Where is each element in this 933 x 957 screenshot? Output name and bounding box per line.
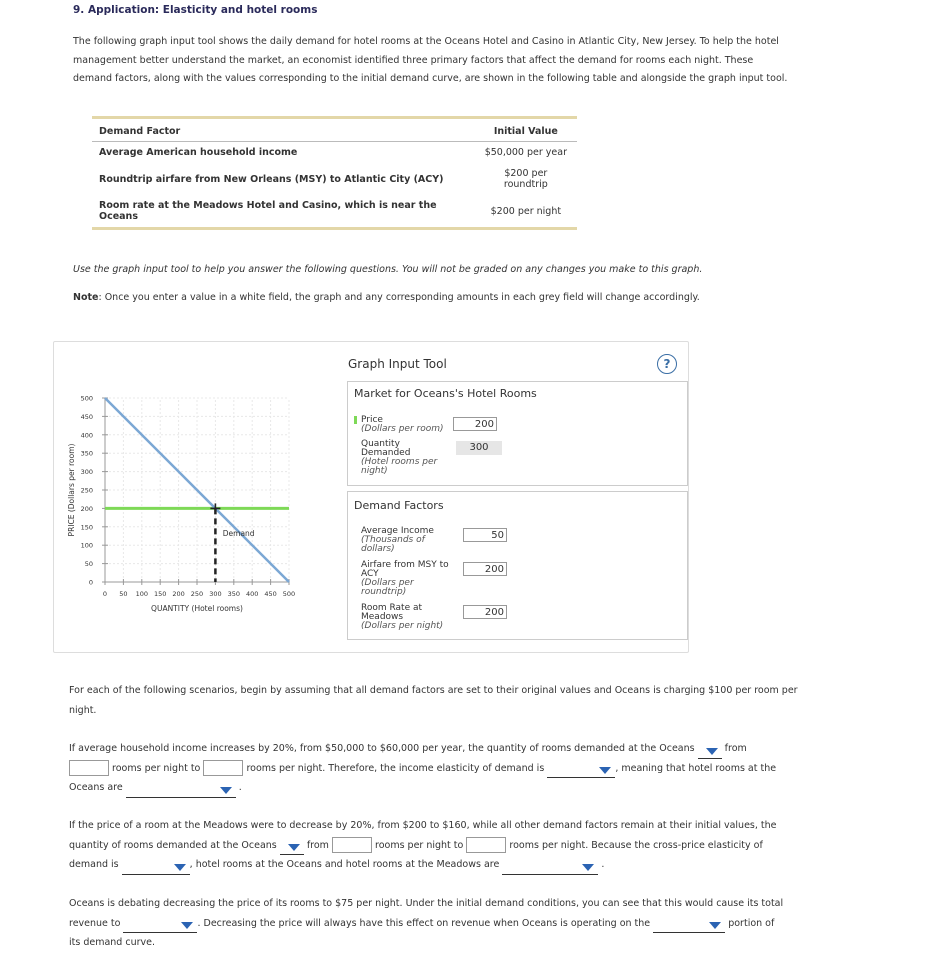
price-legend-swatch [354,416,357,424]
price-label-text: Price [361,415,383,425]
x-tick-label: 450 [264,590,277,598]
quantity-output: 300 [456,441,502,455]
chevron-down-icon [709,922,721,929]
x-tick-label: 150 [153,590,167,598]
x-tick-label: 250 [190,590,204,598]
q1-to-input[interactable] [203,760,243,776]
q2-relationship-dropdown[interactable] [502,861,598,875]
note-text [73,292,700,303]
airfare-label-line1: Airfare from MSY to [361,560,449,570]
x-tick-label: 350 [227,590,241,598]
price-input[interactable]: 200 [453,417,497,431]
q2-text: If the price of a room at the Meadows were to decrease by 20%, from $200 to $160, while all other demand factors remain at their initial values, the [69,820,777,831]
q1-text: , meaning that hotel rooms at the [615,762,777,774]
airfare-label [361,561,449,597]
income-unit-line2: dollars) [361,544,395,554]
y-tick-label: 150 [80,523,93,532]
q3-text: portion of [728,917,775,929]
table-row [92,163,577,195]
price-label [361,416,444,434]
table-cell: $50,000 per year [484,147,567,158]
x-axis-label: QUANTITY (Hotel rooms) [151,604,243,613]
airfare-label-line2: ACY [361,569,379,579]
table-cell: Roundtrip airfare from New Orleans (MSY) to Atlantic City (ACY) [99,173,444,185]
income-label [361,527,434,554]
q2-text: , hotel rooms at the Oceans and hotel rooms at the Meadows are [189,859,500,870]
table-cell: $200 per night [490,205,562,217]
q1-elasticity-dropdown[interactable] [547,764,615,778]
y-tick-label: 100 [80,541,93,550]
market-panel-title: Market for Oceans's Hotel Rooms [354,387,537,400]
note-body: : Once you enter a value in a white field, the graph and any corresponding amounts in each grey field will change accordingly. [98,292,700,303]
quantity-unit-line1: (Hotel rooms per [361,457,438,467]
q3-revenue-dropdown[interactable] [123,919,197,933]
q2-elasticity-dropdown[interactable] [122,861,190,875]
y-tick-label: 300 [80,468,93,477]
demand-factors-title: Demand Factors [354,499,444,512]
y-tick-label: 350 [80,449,93,458]
y-tick-label: 450 [80,412,93,421]
question-3 [69,894,809,953]
q1-from-input[interactable] [69,760,109,776]
q2-text: demand is [69,859,119,870]
price-unit: (Dollars per room) [361,424,444,434]
q2-from-input[interactable] [332,837,372,853]
demand-curve-label: Demand [222,529,255,538]
y-axis-label: PRICE (Dollars per room) [67,443,76,537]
y-tick-label: 400 [80,431,93,440]
question-2 [69,816,809,875]
table-row [92,142,577,164]
airfare-input[interactable]: 200 [463,562,507,576]
graph-tool-title: Graph Input Tool [348,357,447,371]
q1-text: from [724,743,747,754]
x-tick-label: 50 [119,590,128,598]
q2-text: . [601,859,605,870]
chevron-down-icon [220,787,232,794]
income-input[interactable]: 50 [463,528,507,542]
quantity-label-line2: Demanded [361,448,411,458]
q1-text: rooms per night to [112,762,201,774]
airfare-unit-line2: roundtrip) [361,587,407,597]
note-label: Note [73,292,99,303]
q2-text: quantity of rooms demanded at the Oceans [69,839,277,851]
q3-text: Oceans is debating decreasing the price of its rooms to $75 per night. Under the initial demand conditions, you can see that this would cause its total [69,898,784,909]
income-unit-line1: (Thousands of [361,535,425,545]
meadows-label-line2: Meadows [361,612,404,622]
table-header-factor: Demand Factor [92,118,475,142]
chevron-down-icon [174,864,186,871]
q1-text: . [238,782,242,793]
y-tick-label: 50 [84,560,93,569]
q3-text: its demand curve. [69,937,155,948]
table-cell: $200 per roundtrip [503,168,548,190]
q1-text: Oceans are [69,782,123,793]
y-tick-label: 500 [80,394,93,403]
table-row [92,195,577,229]
chevron-down-icon [599,767,611,774]
y-tick-label: 200 [80,504,93,513]
scenario-intro: For each of the following scenarios, begin by assuming that all demand factors are set to their original values and Oceans is charging $100 per room per night. [69,685,798,716]
table-header-value: Initial Value [475,118,577,142]
chevron-down-icon [288,844,300,851]
q3-portion-dropdown[interactable] [653,919,725,933]
q1-direction-dropdown[interactable] [698,745,722,759]
q2-text: rooms per night to [375,839,464,851]
income-label-text: Average Income [361,526,434,536]
chevron-down-icon [181,922,193,929]
table-cell: Room rate at the Meadows Hotel and Casino, which is near the Oceans [99,200,437,222]
quantity-unit-line2: night) [361,466,388,476]
intro-paragraph: The following graph input tool shows the daily demand for hotel rooms at the Oceans Hotel and Casino in Atlantic City, New Jersey. To help the hotel management better understand the market, an economist identified three primary factors that affect the demand for rooms each night. These demand factors, along with the values corresponding to the initial demand curve, are shown in the following table and alongside the graph input tool. [73,36,788,84]
quantity-label-line1: Quantity [361,439,400,449]
y-tick-label: 0 [88,578,93,587]
table-cell: Average American household income [99,147,298,158]
chevron-down-icon [582,864,594,871]
q3-text: . Decreasing the price will always have this effect on revenue when Oceans is operating on the [197,917,651,929]
meadows-label-line1: Room Rate at [361,603,423,613]
demand-chart[interactable] [60,390,310,620]
meadows-unit: (Dollars per night) [361,621,444,631]
q2-direction-dropdown[interactable] [280,841,304,855]
quantity-label [361,440,437,476]
x-tick-label: 100 [135,590,149,598]
airfare-unit-line1: (Dollars per [361,578,414,588]
help-icon[interactable]: ? [657,354,677,374]
instruction-text: Use the graph input tool to help you answer the following questions. You will not be graded on any changes you make to this graph. [73,264,703,275]
x-tick-label: 500 [282,590,296,598]
y-tick-label: 250 [80,486,93,495]
x-tick-label: 300 [209,590,222,598]
x-tick-label: 400 [245,590,259,598]
chevron-down-icon [706,748,718,755]
meadows-label [361,604,443,631]
q2-to-input[interactable] [466,837,506,853]
question-1 [69,739,809,798]
meadows-input[interactable]: 200 [463,605,507,619]
q1-good-type-dropdown[interactable] [126,784,236,798]
q2-text: rooms per night. Because the cross-price elasticity of [509,839,763,851]
demand-factor-table [92,116,577,230]
x-tick-label: 200 [172,590,185,598]
x-tick-label: 0 [102,590,108,598]
q1-text: rooms per night. Therefore, the income elasticity of demand is [246,762,545,774]
question-title: 9. Application: Elasticity and hotel rooms [73,4,318,16]
q1-text: If average household income increases by 20%, from $50,000 to $60,000 per year, the quantity of rooms demanded at the Oceans [69,743,695,754]
q3-text: revenue to [69,917,121,929]
q2-text: from [306,839,329,851]
